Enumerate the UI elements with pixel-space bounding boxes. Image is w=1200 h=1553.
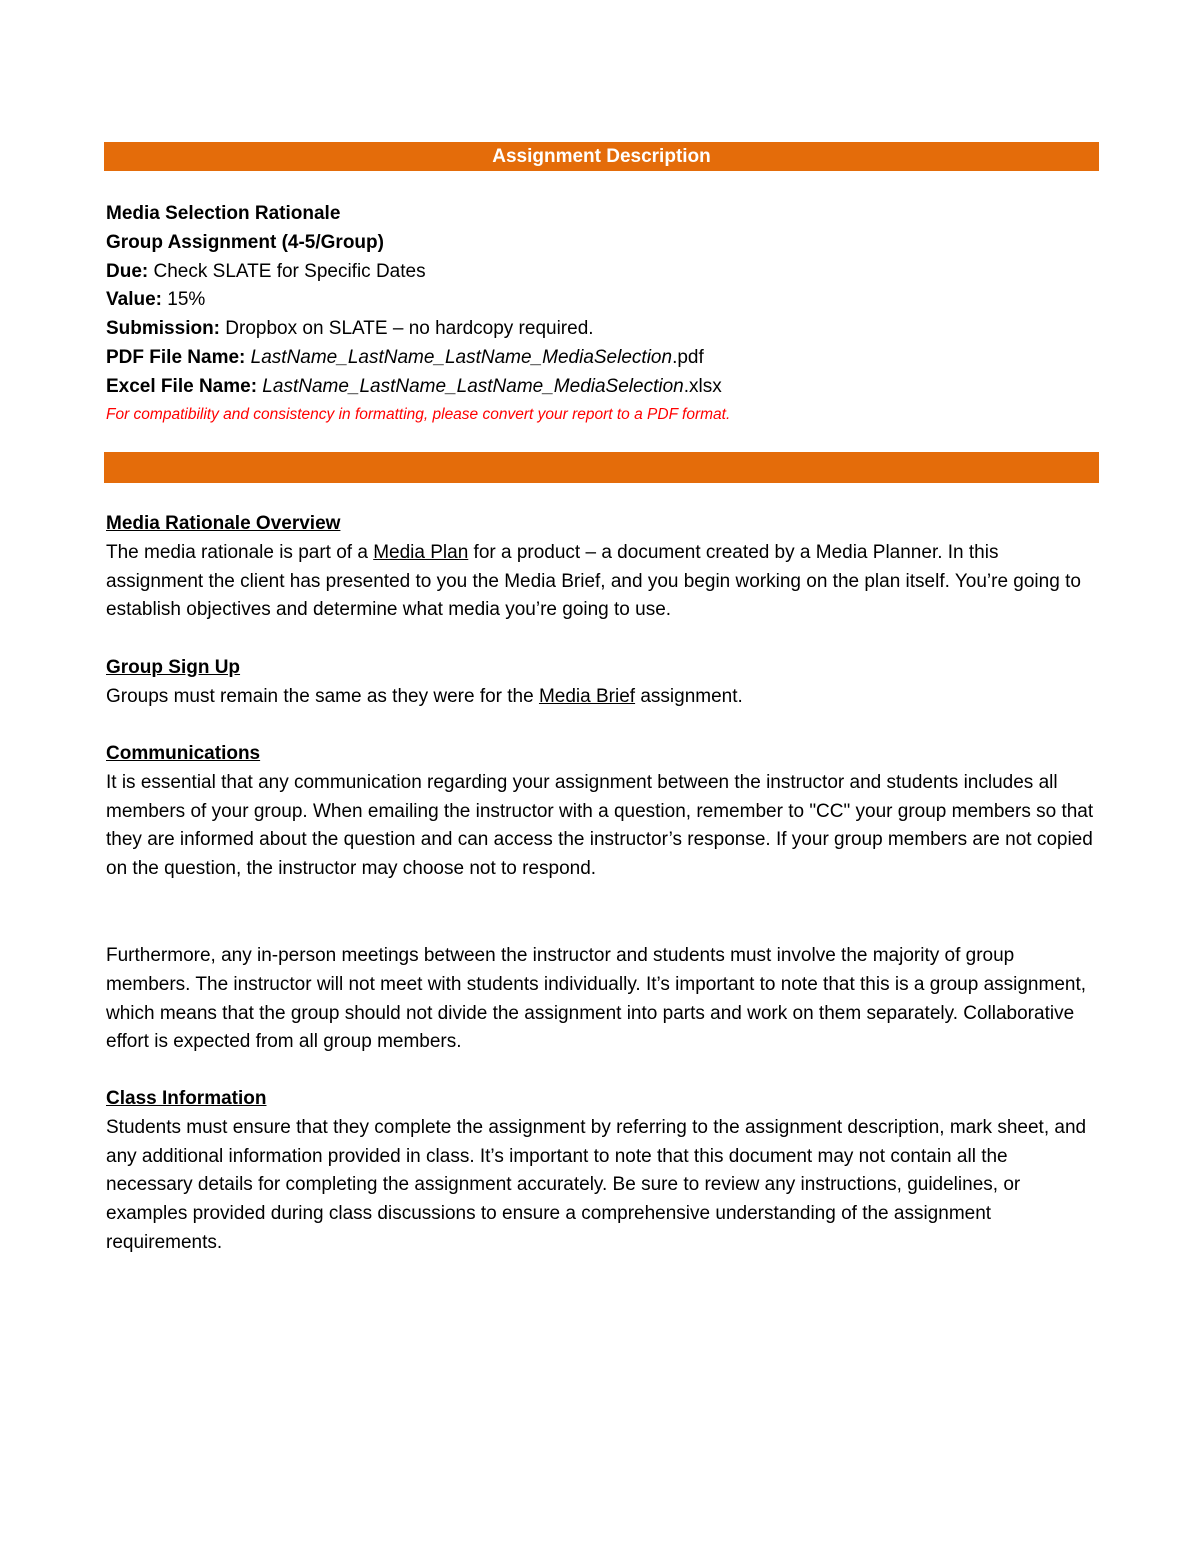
signup-text-end: assignment.: [635, 685, 743, 707]
communications-paragraph-2: Furthermore, any in-person meetings between the instructor and students must involve the majority of group members. The instructor will not meet with students individually. It’s important to note that this is a group assignment, which means that the group should not divide the assignment into parts and work on them separately. Collaborative effort is expected from all group members.: [106, 945, 1087, 1053]
pdf-format-note: For compatibility and consistency in formatting, please convert your report to a PDF format.: [106, 405, 731, 423]
communications-heading: Communications: [106, 743, 261, 764]
submission-value: Dropbox on SLATE – no hardcopy required.: [220, 318, 594, 340]
assignment-title: Media Selection Rationale: [106, 203, 341, 224]
communications-paragraph-1: It is essential that any communication regarding your assignment between the instructor and students includes all members of your group. When emailing the instructor with a question, remember to "CC" your group members so that they are informed about the question and can access the instructor’s response. If your group members are not copied on the question, the instructor may choose not to respond.: [106, 771, 1094, 880]
submission-label: Submission:: [106, 318, 221, 340]
class-information-section: [106, 1085, 1096, 1258]
assignment-info: [106, 200, 1106, 428]
excel-file-ext: .xlsx: [683, 375, 722, 397]
pdf-file-label: PDF File Name:: [106, 346, 246, 368]
section-divider-bar: [104, 452, 1099, 483]
pdf-file-ext: .pdf: [672, 346, 704, 368]
media-rationale-overview-section: [106, 510, 1096, 625]
excel-file-name-line: [106, 373, 1106, 402]
due-line: [106, 258, 1106, 287]
pdf-file-name-line: [106, 344, 1106, 373]
class-information-heading: Class Information: [106, 1088, 267, 1109]
value-line: [106, 286, 1106, 315]
media-brief-link: Media Brief: [538, 685, 636, 707]
due-label: Due:: [106, 260, 149, 282]
group-size: Group Assignment (4-5/Group): [106, 231, 384, 253]
media-plan-link: Media Plan: [373, 541, 469, 563]
signup-text: Groups must remain the same as they were for the: [106, 685, 539, 707]
group-sign-up-section: [106, 654, 1096, 712]
overview-text: The media rationale is part of a: [106, 541, 374, 563]
communications-section-continued: [106, 942, 1096, 1057]
banner-title: Assignment Description: [492, 146, 711, 167]
excel-file-colon: :: [250, 375, 258, 397]
submission-line: [106, 315, 1106, 344]
assignment-description-banner: [104, 142, 1099, 171]
overview-paragraph: [106, 539, 1096, 625]
excel-file-label: Excel File Name: [106, 375, 251, 397]
overview-text-continued: for a product – a document created by a Media Planner. In this assignment the client has presented to you the Media Brief, and you begin working on the plan itself. You’re going to establish objectives and determine what media you’re going to use.: [106, 541, 1081, 621]
due-value: Check SLATE for Specific Dates: [148, 260, 426, 282]
group-sign-up-paragraph: [106, 683, 1096, 712]
class-information-paragraph: Students must ensure that they complete the assignment by referring to the assignment description, mark sheet, and any additional information provided in class. It’s important to note that this document may not contain all the necessary details for completing the assignment accurately. Be sure to review any instructions, guidelines, or examples provided during class discussions to ensure a comprehensive understanding of the assignment requirements.: [106, 1116, 1087, 1253]
value-label: Value:: [106, 289, 162, 311]
pdf-file-name: LastName_LastName_LastName_MediaSelection: [245, 346, 673, 368]
excel-file-name: LastName_LastName_LastName_MediaSelection: [257, 375, 684, 397]
group-sign-up-heading: Group Sign Up: [106, 657, 241, 678]
value-value: 15%: [161, 289, 206, 311]
overview-heading: Media Rationale Overview: [106, 513, 341, 534]
communications-section: [106, 740, 1096, 884]
